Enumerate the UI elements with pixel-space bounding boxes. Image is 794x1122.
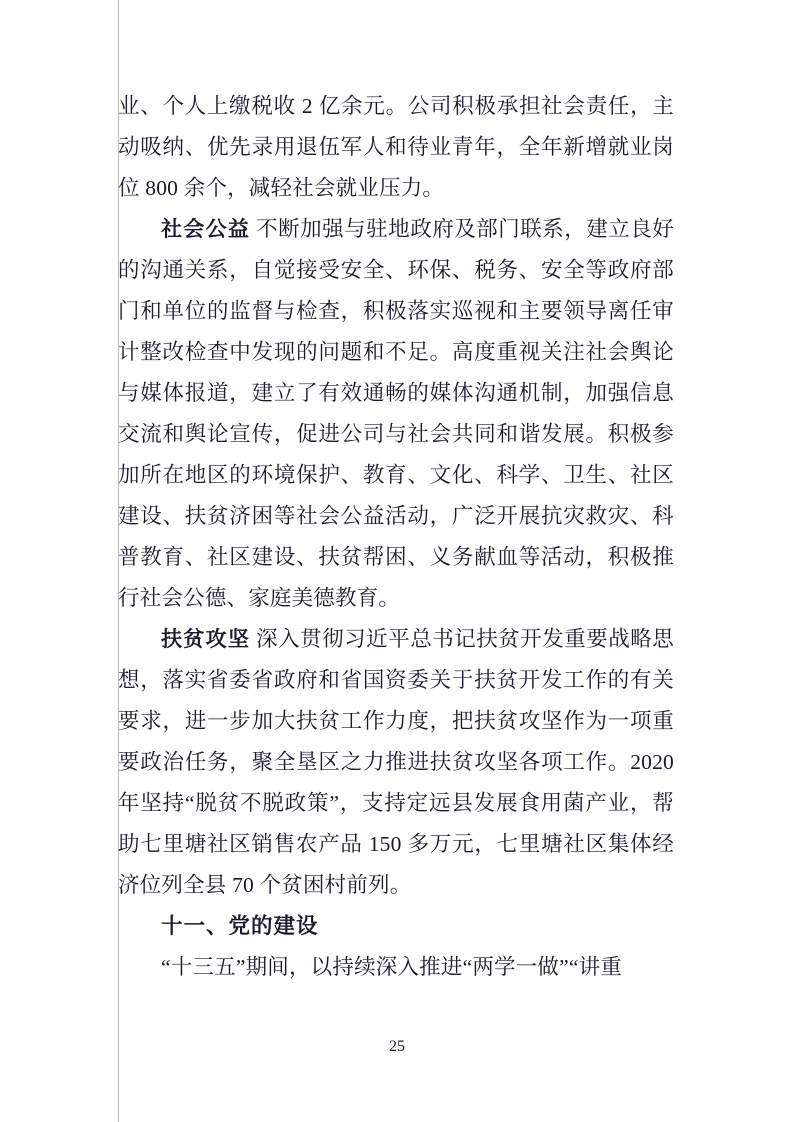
section-heading-party-building: 十一、党的建设 xyxy=(161,914,319,939)
paragraph-social-welfare xyxy=(118,209,674,619)
paragraph-body-poverty-alleviation: 深入贯彻习近平总书记扶贫开发重要战略思想，落实省委省政府和省国资委关于扶贫开发工作的有关要求，进一步加大扶贫工作力度，把扶贫攻坚作为一项重要政治任务，聚全垦区之力推进扶贫攻坚各项工作。2020 年坚持“脱贫不脱政策”，支持定远县发展食用菌产业，帮助七里塘社区销售农产品 150 多万元，七里塘社区集体经济位列全县 70 个贫困村前列。 xyxy=(118,627,675,897)
paragraph-lead-poverty-alleviation: 扶贫攻坚 xyxy=(161,627,251,651)
paragraph-poverty-alleviation xyxy=(118,619,674,906)
paragraph-lead-social-welfare: 社会公益 xyxy=(161,217,251,241)
page-number: 25 xyxy=(389,1038,405,1055)
paragraph-tax-continued: 业、个人上缴税收 2 亿余元。公司积极承担社会责任，主动吸纳、优先录用退伍军人和待业青年，全年新增就业岗位 800 余个，减轻社会就业压力。 xyxy=(118,94,674,200)
paragraph-body-social-welfare: 不断加强与驻地政府及部门联系，建立良好的沟通关系，自觉接受安全、环保、税务、安全等政府部门和单位的监督与检查，积极落实巡视和主要领导离任审计整改检查中发现的问题和不足。高度重视关注社会舆论与媒体报道，建立了有效通畅的媒体沟通机制，加强信息交流和舆论宣传，促进公司与社会共同和谐发展。积极参加所在地区的环境保护、教育、文化、科学、卫生、社区建设、扶贫济困等社会公益活动，广泛开展抗灾救灾、科普教育、社区建设、扶贫帮困、义务献血等活动，积极推行社会公德、家庭美德教育。 xyxy=(118,217,675,610)
paragraph-party-building: “十三五”期间，以持续深入推进“两学一做”“讲重 xyxy=(161,955,623,979)
page-content xyxy=(118,86,674,988)
